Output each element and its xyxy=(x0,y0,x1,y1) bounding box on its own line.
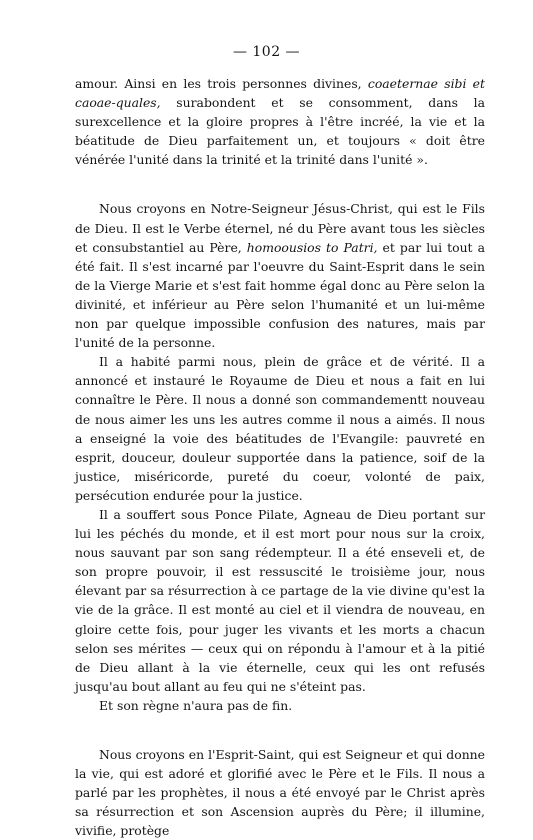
paragraph xyxy=(75,696,485,715)
paragraph xyxy=(75,505,485,696)
body-text xyxy=(75,74,485,840)
italic-text: coaeternae sibi et caoae-quales, xyxy=(75,76,485,111)
text-run: amour. Ainsi en les trois personnes divines, xyxy=(75,76,368,91)
paragraph xyxy=(75,352,485,505)
page-number: — 102 — xyxy=(232,44,301,60)
text-run: Et son règne n'aura pas de fin. xyxy=(99,697,293,713)
paragraph xyxy=(75,74,485,169)
text-run: Nous croyons en Notre-Seigneur Jésus-Christ, qui est le Fils de Dieu. Il est le Verbe éternel, né du Père avant tous les siècles et consubstantiel au Père, xyxy=(75,201,485,255)
text-run: Nous croyons en l'Esprit-Saint, qui est Seigneur et qui donne la vie, qui est adoré et glorifié avec le Père et le Fils. Il nous a parlé par les prophètes, il nous a été envoyé par le Christ après sa résurrection et son Ascension auprès du Père; il illumine, vivifie, protège xyxy=(75,747,485,839)
paragraph xyxy=(75,745,485,840)
paragraph xyxy=(75,199,485,352)
text-run: Il a habité parmi nous, plein de grâce et de vérité. Il a annoncé et instauré le Royaume de Dieu et nous a fait en lui connaître le Père. Il nous a donné son commandementt nouveau de nous aimer les uns les autres comme il nous a aimés. Il nous a enseigné la voie des béatitudes de l'Evangile: pauvreté en esprit, douceur, douleur supportée dans la patience, soif de la justice, miséricorde, pureté du coeur, volonté de paix, persécution endurée pour la justice. xyxy=(75,354,485,503)
text-run: surabondent et se consomment, dans la surexcellence et la gloire propres à l'être incréé, la vie et la béatitude de Dieu parfaitement un, et toujours « doit être vénérée l'unité dans la trinité et la trinité dans l'unité ». xyxy=(75,95,485,168)
text-run: et par lui tout a été fait. Il s'est incarné par l'oeuvre du Saint-Esprit dans le sein de la Vierge Marie et s'est fait homme égal donc au Père selon la divinité, et inférieur au Père selon l'humanité et un lui-même non par quelque impossible confusion des natures, mais par l'unité de la personne. xyxy=(75,239,485,351)
italic-text: homoousios to Patri, xyxy=(246,239,378,255)
text-run: Il a souffert sous Ponce Pilate, Agneau de Dieu portant sur lui les péchés du monde, et il est mort pour nous sur la croix, nous sauvant par son sang rédempteur. Il a été enseveli et, de son propre pouvoir, il est ressuscité le troisième jour, nous élevant par sa résurrection à ce partage de la vie divine qu'est la vie de la grâce. Il est monté au ciel et il viendra de nouveau, en gloire cette fois, pour juger les vivants et les morts a chacun selon ses mérites — ceux qui on répondu à l'amour et à la pitié de Dieu allant à la vie éternelle, ceux qui les ont refusés jusqu'au bout allant au feu qui ne s'éteint pas. xyxy=(75,506,485,694)
